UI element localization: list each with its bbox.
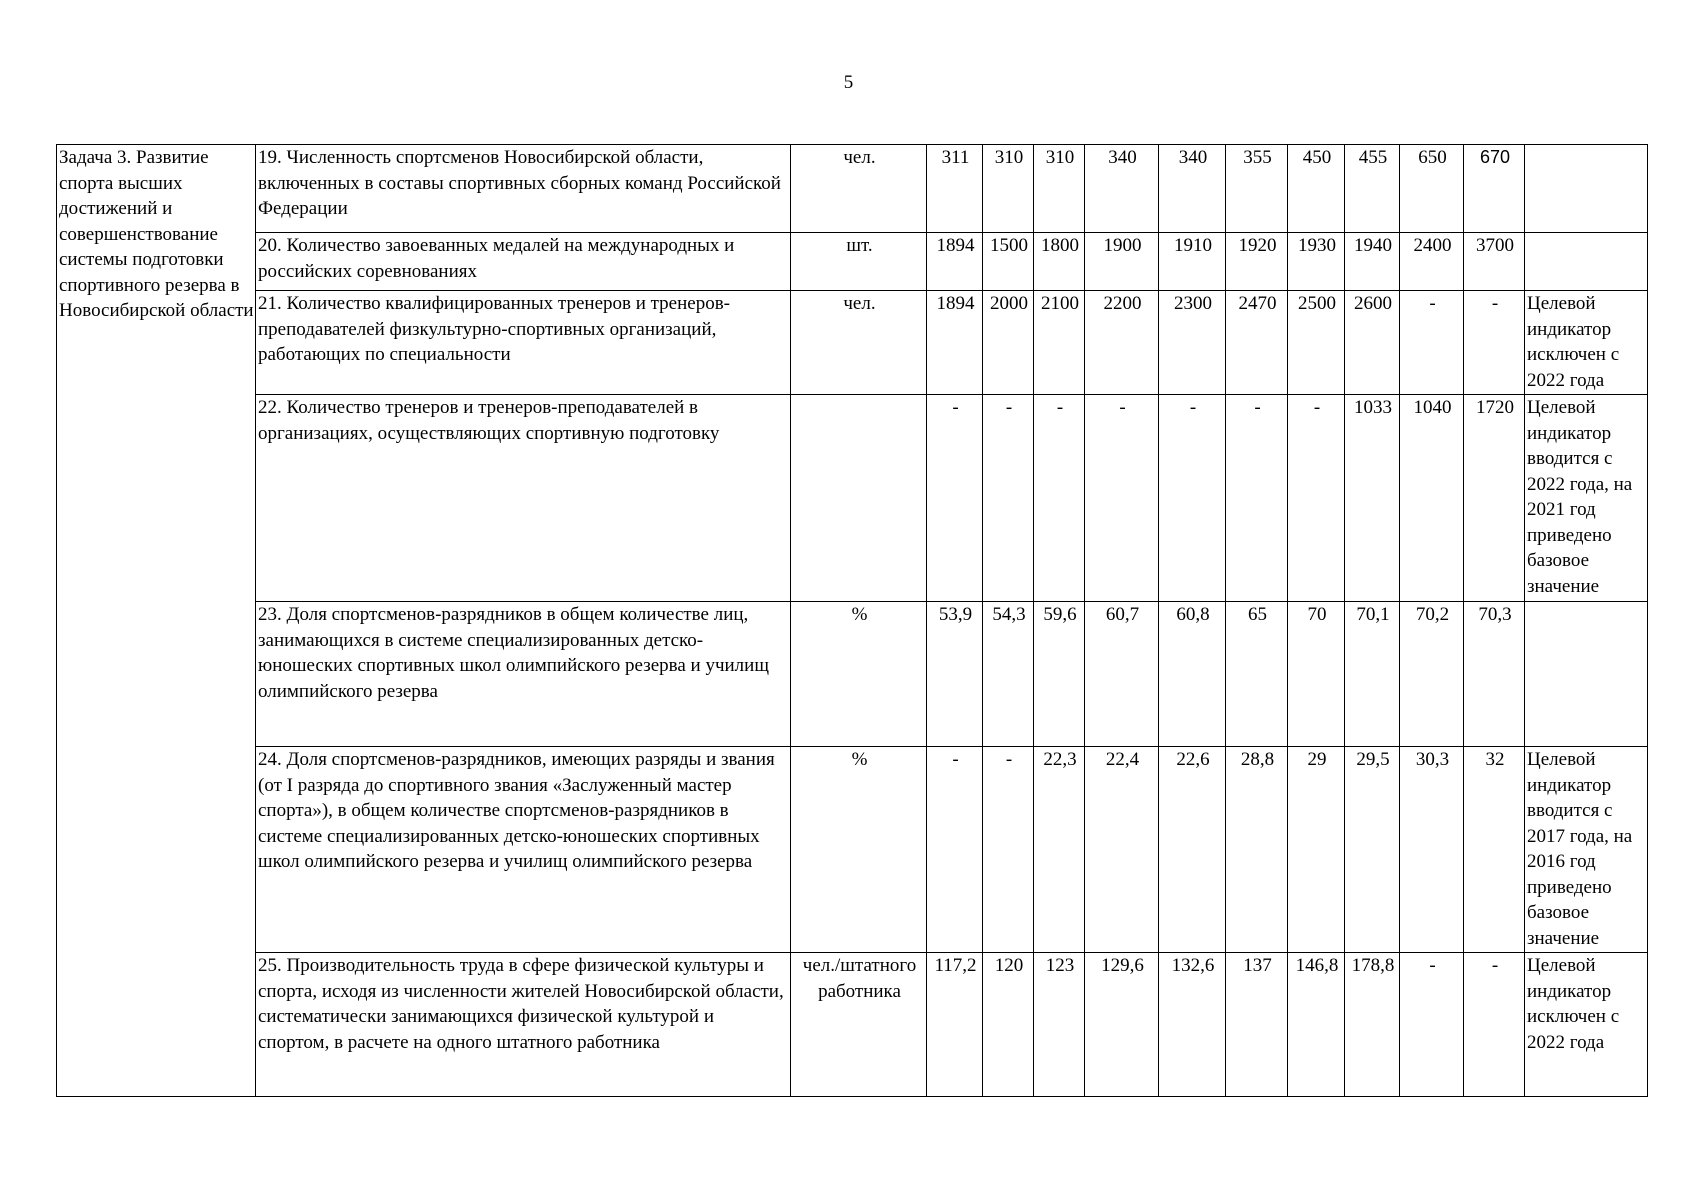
table-row [57,747,1648,953]
indicator-note: Целевой индикатор вводится с 2017 года, на 2016 год приведено базовое значение [1525,747,1648,953]
indicator-value: 70,3 [1464,602,1525,747]
indicator-name: 24. Доля спортсменов-разрядников, имеющих разряды и звания (от I разряда до спортивного звания «Заслуженный мастер спорта»), в общем количестве спортсменов-разрядников в системе специализированных детско-юношеских спортивных школ олимпийского резерва и училищ олимпийского резерва [256,747,791,953]
table-row [57,602,1648,747]
indicator-value: 60,8 [1159,602,1226,747]
indicator-value: 146,8 [1288,953,1345,1097]
indicator-value: 65 [1226,602,1288,747]
indicator-note: Целевой индикатор исключен с 2022 года [1525,953,1648,1097]
indicator-value: 2500 [1288,291,1345,395]
indicator-value: 123 [1034,953,1085,1097]
indicator-value: 2400 [1400,233,1464,291]
indicator-value: 340 [1085,145,1159,233]
indicator-value: 2100 [1034,291,1085,395]
indicator-value: 1040 [1400,395,1464,602]
indicator-name: 25. Производительность труда в сфере физической культуры и спорта, исходя из численности жителей Новосибирской области, систематически занимающихся физической культурой и спортом, в расчете на одного штатного работника [256,953,791,1097]
page-number: 5 [843,72,854,93]
indicator-value: 70 [1288,602,1345,747]
indicator-value: 1940 [1345,233,1400,291]
indicator-value: 650 [1400,145,1464,233]
indicator-value: 2000 [983,291,1034,395]
indicator-unit: чел. [791,291,927,395]
indicator-value: 22,3 [1034,747,1085,953]
indicator-value: - [927,395,983,602]
indicator-value: 1900 [1085,233,1159,291]
indicator-value: 29,5 [1345,747,1400,953]
indicator-note: Целевой индикатор вводится с 2022 года, на 2021 год приведено базовое значение [1525,395,1648,602]
table-row [57,145,1648,233]
indicator-value: 3700 [1464,233,1525,291]
indicator-value: 178,8 [1345,953,1400,1097]
indicator-value: 1800 [1034,233,1085,291]
indicator-name: 20. Количество завоеванных медалей на международных и российских соревнованиях [256,233,791,291]
indicator-name: 21. Количество квалифицированных тренеров и тренеров-преподавателей физкультурно-спортивных организаций, работающих по специальности [256,291,791,395]
indicator-value: 70,2 [1400,602,1464,747]
indicator-value: 1894 [927,233,983,291]
table-row [57,233,1648,291]
indicator-value: 120 [983,953,1034,1097]
indicator-note: Целевой индикатор исключен с 2022 года [1525,291,1648,395]
indicators-table [56,144,1648,1097]
indicator-value: 30,3 [1400,747,1464,953]
indicator-unit [791,395,927,602]
indicator-value: 32 [1464,747,1525,953]
indicator-value: - [1085,395,1159,602]
task-cell: Задача 3. Развитие спорта высших достижений и совершенствование системы подготовки спортивного резерва в Новосибирской области [57,145,256,1097]
indicator-unit: чел./штатного работника [791,953,927,1097]
indicator-value: 2200 [1085,291,1159,395]
indicator-value: 355 [1226,145,1288,233]
indicator-value: 310 [983,145,1034,233]
indicator-value: - [1226,395,1288,602]
indicator-value: - [927,747,983,953]
indicator-value: 54,3 [983,602,1034,747]
indicator-value: 1720 [1464,395,1525,602]
indicator-value: 1894 [927,291,983,395]
indicator-value: - [1464,291,1525,395]
indicator-value: 455 [1345,145,1400,233]
indicator-unit: шт. [791,233,927,291]
indicator-value: 310 [1034,145,1085,233]
indicator-note [1525,145,1648,233]
indicator-unit: % [791,602,927,747]
indicator-value: 1500 [983,233,1034,291]
indicator-value: - [983,747,1034,953]
indicator-value: 2300 [1159,291,1226,395]
indicator-value: - [1464,953,1525,1097]
indicator-unit: % [791,747,927,953]
indicator-value: 1033 [1345,395,1400,602]
indicator-value: - [1400,953,1464,1097]
indicator-value: 1930 [1288,233,1345,291]
indicator-value: 129,6 [1085,953,1159,1097]
indicator-unit: чел. [791,145,927,233]
indicator-value: 117,2 [927,953,983,1097]
indicator-value: - [983,395,1034,602]
indicator-value: 60,7 [1085,602,1159,747]
indicator-value: 28,8 [1226,747,1288,953]
indicator-value: 1910 [1159,233,1226,291]
indicator-value: 2470 [1226,291,1288,395]
indicator-value: 22,6 [1159,747,1226,953]
table-row [57,291,1648,395]
indicator-value: 670 [1464,145,1525,233]
indicator-value: 59,6 [1034,602,1085,747]
indicator-value: 132,6 [1159,953,1226,1097]
indicator-value: 340 [1159,145,1226,233]
indicator-value: - [1288,395,1345,602]
indicator-value: - [1400,291,1464,395]
indicator-value: 1920 [1226,233,1288,291]
indicator-value: 70,1 [1345,602,1400,747]
table-row [57,395,1648,602]
indicator-value: 53,9 [927,602,983,747]
indicator-note [1525,233,1648,291]
indicator-name: 22. Количество тренеров и тренеров-преподавателей в организациях, осуществляющих спортивную подготовку [256,395,791,602]
indicator-value: 137 [1226,953,1288,1097]
indicator-value: 22,4 [1085,747,1159,953]
indicator-value: - [1159,395,1226,602]
table-row [57,953,1648,1097]
indicator-name: 23. Доля спортсменов-разрядников в общем количестве лиц, занимающихся в системе специализированных детско-юношеских спортивных школ олимпийского резерва и училищ олимпийского резерва [256,602,791,747]
indicator-note [1525,602,1648,747]
indicator-value: 450 [1288,145,1345,233]
indicator-value: 2600 [1345,291,1400,395]
indicator-name: 19. Численность спортсменов Новосибирской области, включенных в составы спортивных сборных команд Российской Федерации [256,145,791,233]
indicator-value: - [1034,395,1085,602]
indicator-value: 29 [1288,747,1345,953]
indicator-value: 311 [927,145,983,233]
